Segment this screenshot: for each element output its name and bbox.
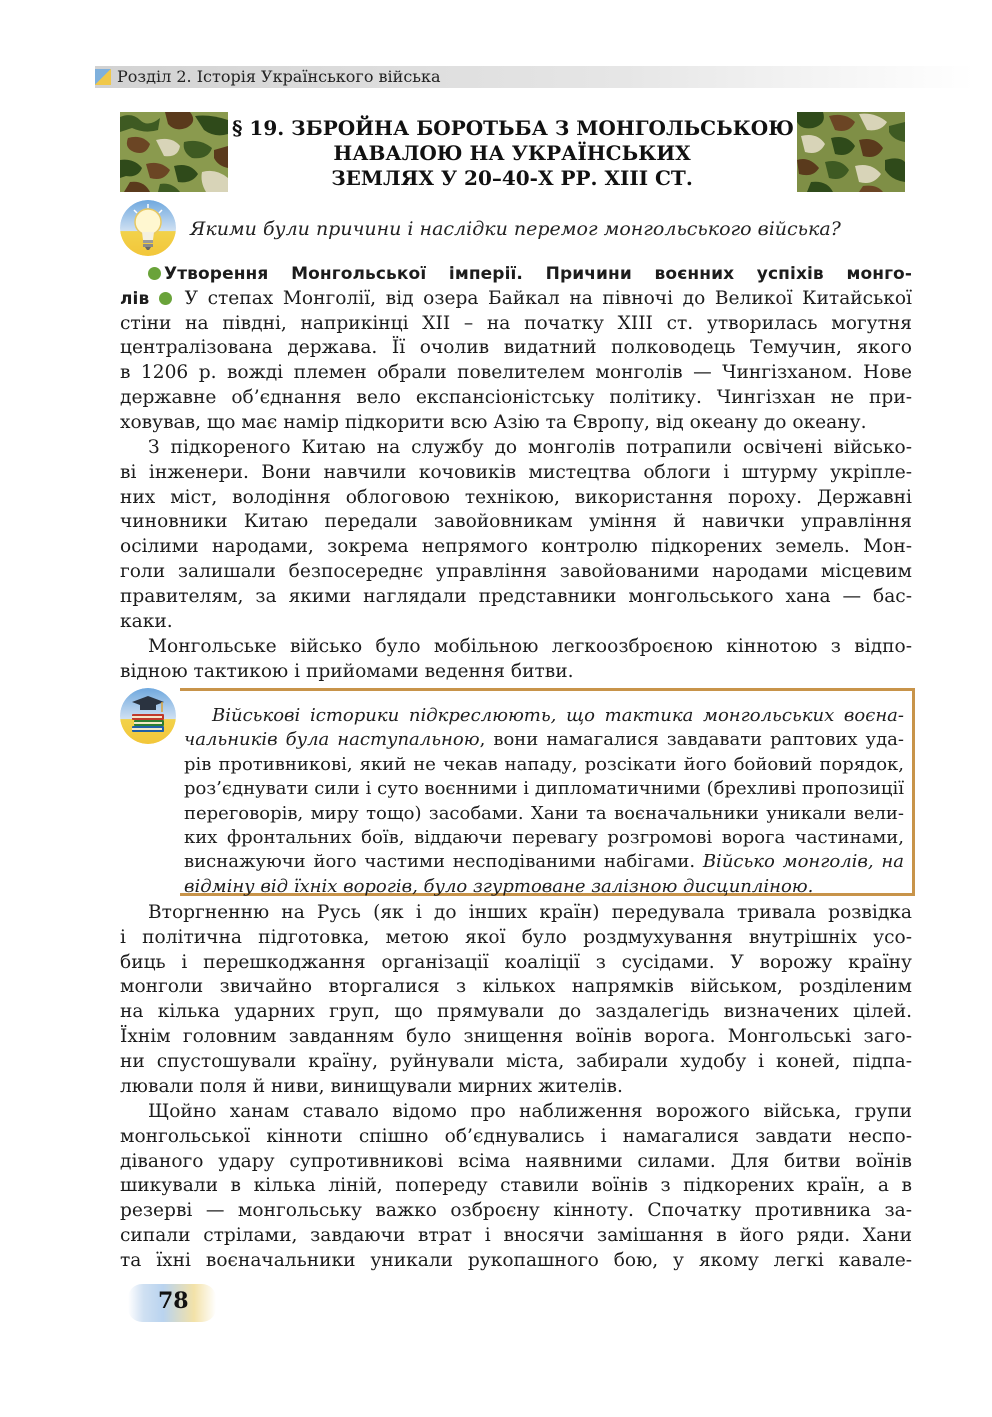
lightbulb-icon <box>120 200 176 256</box>
paragraph-line: осілими народами, зокрема непрямого контролю підкорених земель. Мон- <box>120 536 912 558</box>
header-corner-decoration <box>95 69 111 85</box>
paragraph-line: державне об’єднання вело експансіоністську політику. Чингізхан не при- <box>120 386 912 408</box>
paragraph-line: ві інженери. Вони навчили кочовиків мистецтва облоги і штурму укріпле- <box>120 461 912 483</box>
bullet-dot-icon <box>148 267 161 280</box>
paragraph-line: та їхні воєначальники уникали рукопашного бою, у якому легкі кавале- <box>120 1249 912 1271</box>
paragraph-line: ховував, що має намір підкорити всю Азію та Європу, від океану до океану. <box>120 411 867 433</box>
camouflage-pattern-left <box>120 112 228 192</box>
paragraph-4 <box>120 901 912 1099</box>
section-title <box>232 116 792 191</box>
paragraph-line: Вторгненню на Русь (як і до інших країн) передувала тривала розвідка <box>148 902 912 923</box>
paragraph-line: сипали стрілами, завдаючи втрат і вносячи замішання в його ряди. Хани <box>120 1224 912 1246</box>
camouflage-pattern-right <box>797 112 905 192</box>
paragraph-line: биць і перешкоджання організації коаліції з сусідами. У ворожу країну <box>120 951 912 973</box>
paragraph-line: ни спустошували країну, руйнували міста, забирали худобу і коней, підпа- <box>120 1050 912 1072</box>
paragraph-line: монгольської кінноти спішно об’єднувались і намагалися завдати неспо- <box>120 1125 912 1147</box>
section-question: Якими були причини і наслідки перемог монгольського війська? <box>190 218 841 240</box>
paragraph-5 <box>120 1100 912 1274</box>
title-line-3: ЗЕМЛЯХ У 20–40-Х РР. XIII СТ. <box>331 166 693 190</box>
paragraph-line: діваного удару супротивникові всіма наявними силами. Для битви воїнів <box>120 1150 912 1172</box>
paragraph-line: шикували в кілька ліній, попереду ставили воїнів з підкорених країн, а в <box>120 1175 912 1197</box>
paragraph-line: відною тактикою і прийомами ведення битви. <box>120 660 574 682</box>
running-header-text: Розділ 2. Історія Українського війська <box>117 67 441 86</box>
paragraph-line: стіни на півдні, наприкінці XII – на початку XIII ст. утворилась могутня <box>120 312 912 334</box>
info-line: чальників була наступальною, вони намагалися завдавати раптових уда- <box>184 729 904 751</box>
paragraph-line: на кілька ударних груп, що прямували до заздалегідь визначених цілей. <box>120 1001 912 1023</box>
title-line-2: НАВАЛОЮ НА УКРАЇНСЬКИХ <box>333 141 691 165</box>
paragraph-line: Щойно ханам ставало відомо про наближення ворожого війська, групи <box>148 1101 912 1122</box>
paragraph-line: чиновники Китаю передали завойовникам уміння й навички управління <box>120 511 912 533</box>
info-line: виснажуючи його частими несподіваними набігами. Військо монголів, на <box>184 851 904 873</box>
books-icon <box>120 688 176 744</box>
bullet-dot-icon <box>159 292 172 305</box>
paragraph-line: Їхнім головним завданням було знищення воїнів ворога. Монгольські заго- <box>120 1025 912 1047</box>
paragraph-line: лювали поля й ниви, винищували мирних жителів. <box>120 1075 623 1097</box>
info-line: переговорів, миру тощо) засобами. Хани та воєначальники уникали вели- <box>184 802 904 824</box>
paragraph-3 <box>120 635 912 685</box>
info-line: Військові історики підкреслюють, що тактика монгольських воєна- <box>212 705 904 726</box>
paragraph-line: монголи звичайно вторгалися з кількох напрямків військом, розділеним <box>120 976 912 998</box>
page-number: 78 <box>158 1288 189 1314</box>
paragraph-line: і політична підготовка, метою якої було роздмухування внутрішніх усо- <box>120 926 912 948</box>
info-box-text <box>184 704 904 899</box>
running-header <box>95 66 975 88</box>
subheading-part-2: лів <box>120 288 150 309</box>
paragraph-1 <box>120 262 912 436</box>
info-line: ких фронтальних боїв, віддаючи перевагу розгромові ворога частинами, <box>184 826 904 848</box>
paragraph-line: каки. <box>120 610 173 632</box>
subheading-part-1: Утворення Монгольської імперії. Причини воєнних успіхів монго- <box>164 264 912 284</box>
info-line: рів противникові, який не чекав нападу, розсікати його бойовий порядок, <box>184 753 904 775</box>
paragraph-line: резерві — монгольську важко озброєну кінноту. Спочатку противника за- <box>120 1200 912 1222</box>
paragraph-line: правителям, за якими наглядали представники монгольського хана — бас- <box>120 585 912 607</box>
paragraph-2 <box>120 436 912 634</box>
paragraph-line: них міст, володіння облоговою технікою, використання пороху. Державні <box>120 486 912 508</box>
title-line-1: § 19. ЗБРОЙНА БОРОТЬБА З МОНГОЛЬСЬКОЮ <box>232 116 794 140</box>
info-line: відміну від їхніх ворогів, було згуртоване залізною дисципліною. <box>184 875 814 897</box>
paragraph-line: голи залишали безпосереднє управління завойованими народами місцевим <box>120 560 912 582</box>
page-number-badge <box>128 1284 216 1322</box>
paragraph-line: в 1206 р. вожді племен обрали повелителем монголів — Чингізханом. Нове <box>120 362 912 384</box>
paragraph-line: лів У степах Монголії, від озера Байкал на півночі до Великої Китайської <box>120 287 912 309</box>
paragraph-line: Монгольське військо було мобільною легкоозброєною кіннотою з відпо- <box>148 636 912 657</box>
subheading-line <box>120 262 912 287</box>
paragraph-line: централізована держава. Її очолив видатний полководець Темучин, якого <box>120 337 912 359</box>
info-line: роз’єднувати сили і суто воєнними і дипломатичними (брехливі пропозиції <box>184 778 904 800</box>
paragraph-line: З підкореного Китаю на службу до монголів потрапили освічені військо- <box>148 437 912 458</box>
